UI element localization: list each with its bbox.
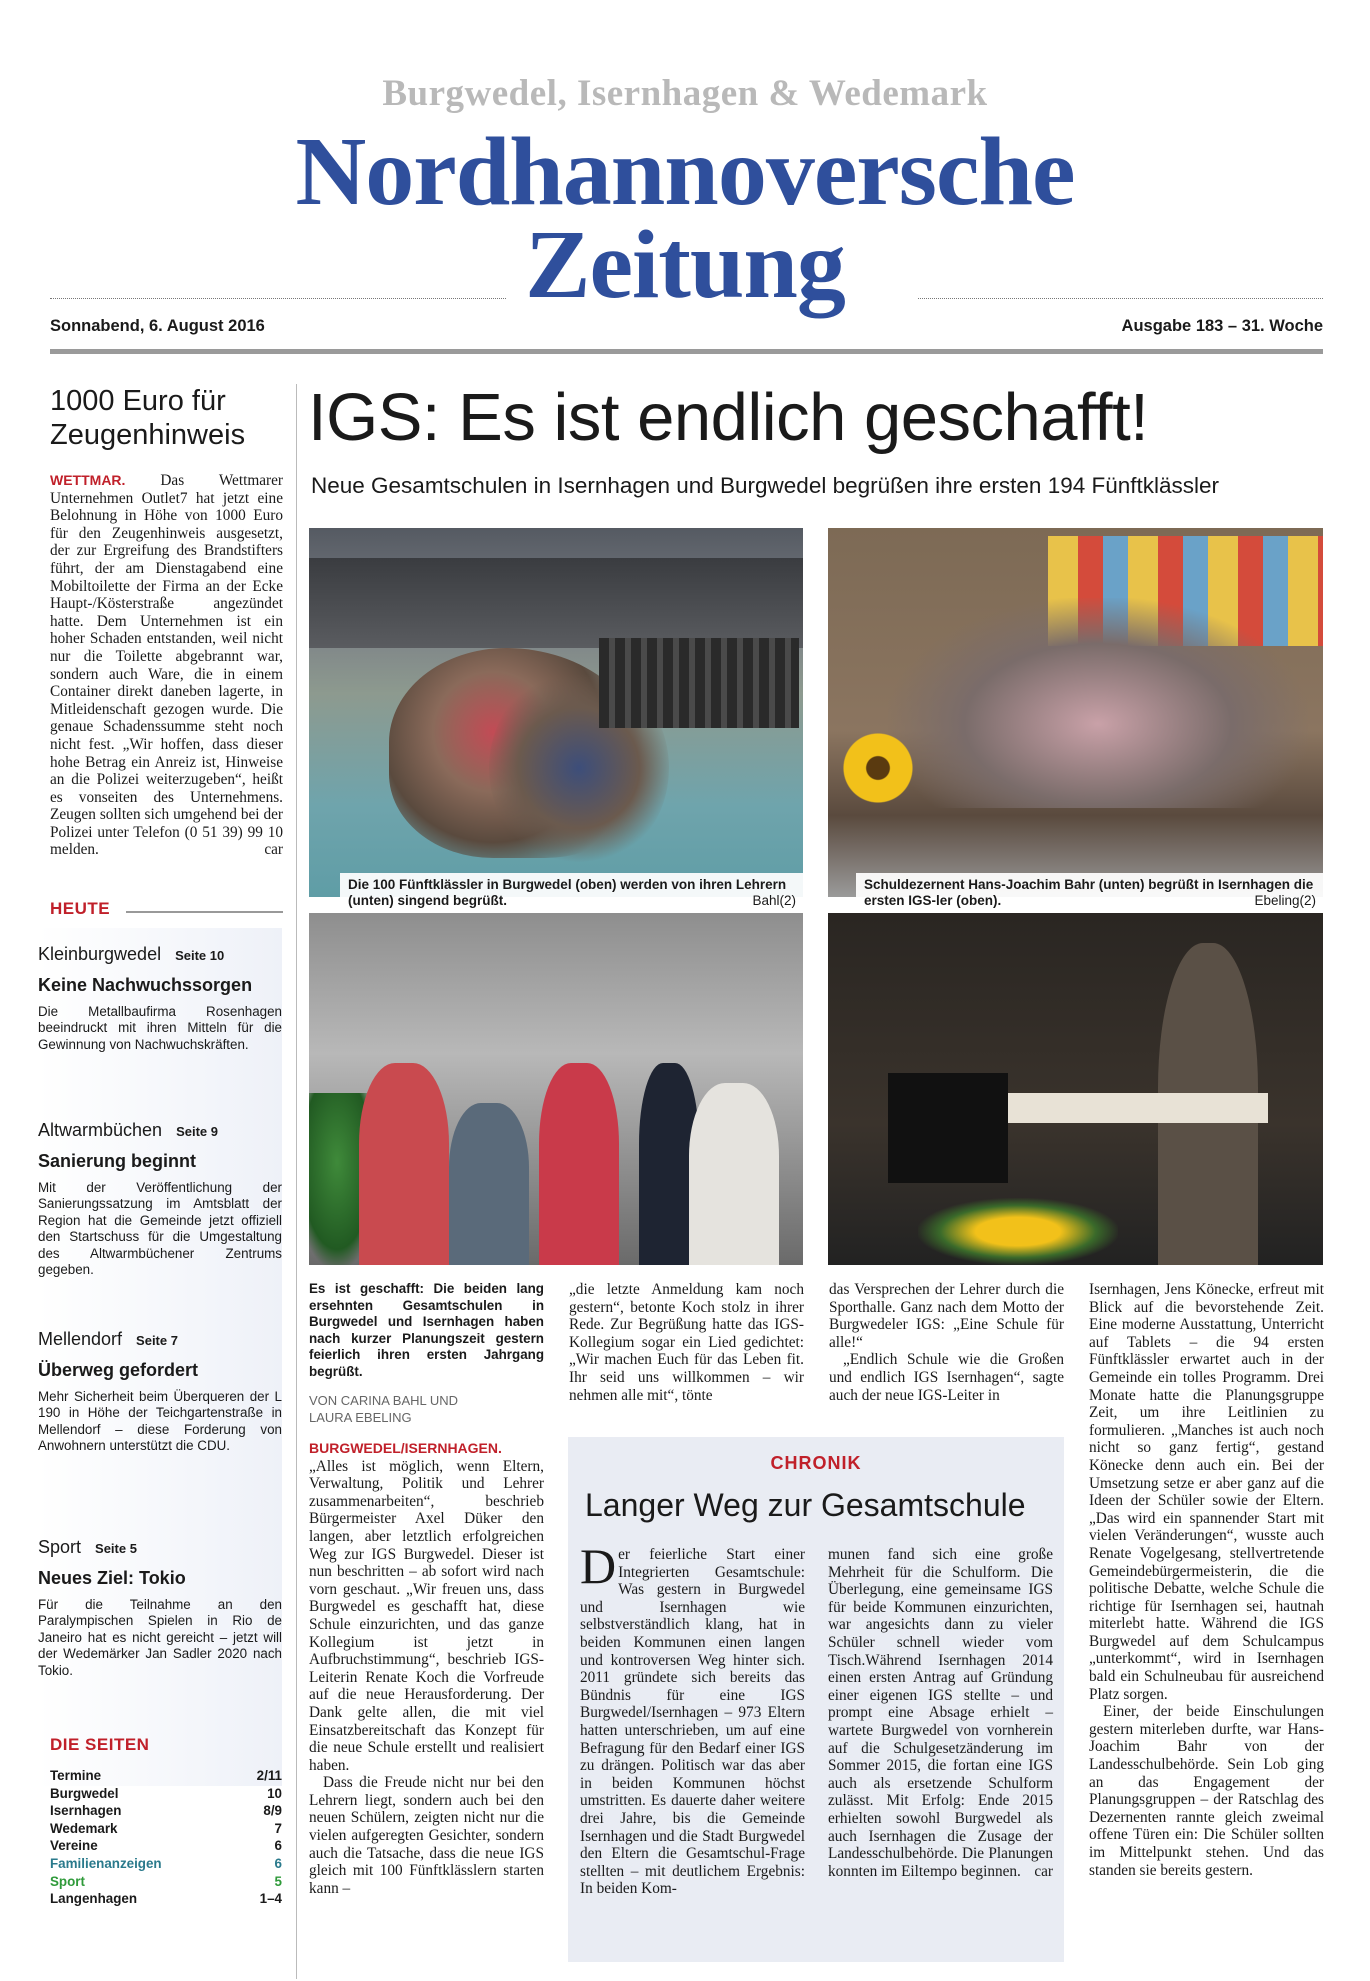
teaser-location: Altwarmbüchen — [38, 1120, 163, 1140]
teaser-page: Seite 7 — [136, 1333, 178, 1348]
heute-rule — [126, 911, 283, 913]
teaser-location: Kleinburgwedel — [38, 944, 162, 964]
heute-label: HEUTE — [50, 899, 111, 918]
teaser-headline: Überweg gefordert — [38, 1360, 199, 1380]
index-pages: 5 — [274, 1873, 282, 1889]
teaser-sport[interactable] — [38, 1537, 282, 1679]
teaser-text: Für die Teilnahme an den Paralympischen Spielen in Rio de Janeiro hat es nicht gereicht – jetzt will der Wedemärker Jan Sadler 2020 nach Tokio. — [38, 1597, 282, 1678]
index-name: Langenhagen — [50, 1891, 138, 1907]
page-index — [50, 1767, 282, 1908]
index-pages: 8/9 — [263, 1803, 282, 1819]
photo-speaker-podium — [828, 913, 1323, 1265]
teaser-mellendorf[interactable] — [38, 1329, 282, 1455]
side-story-dateline: WETTMAR. — [50, 472, 126, 488]
photo-burgwedel-students — [309, 528, 803, 897]
main-col-2 — [569, 1281, 804, 1404]
side-story-text: Das Wettmarer Unternehmen Outlet7 hat jetzt eine Belohnung in Höhe von 1000 Euro für den Zeugenhinweis ausgesetzt, der zur Ergreifung des Brandstifters führt, der am Dienstagabend eine Mobiltoilette der Firma an der Ecke Haupt-/Kösterstraße angezündet hatte. Dem Unternehmen ist ein hoher Schaden entstanden, weil nicht nur die Toilette abgebrannt war, sondern auch Ware, die in einem Container direkt daneben lagerte, in Mitleidenschaft gezogen wurde. Die genaue Schadenssumme steht noch nicht fest. „Wir hoffen, dass dieser hohe Betrag ein Anreiz ist, Hinweise an die Polizei weiterzugeben“, heißt es vonseiten des Unternehmens. Zeugen sollten sich umgehend bei der Polizei unter Telefon (0 51 39) 99 10 melden. — [50, 472, 283, 859]
chronik-label: CHRONIK — [770, 1453, 862, 1473]
main-col4b-text: Einer, der beide Einschulungen gestern miterleben durfte, war Hans-Joachim Bahr von der Landesschulbehörde. Sein Lob ging an das Engagement der Planungsgruppen – der Ratschlag des Dezernenten rannte gleich zweimal offene Türen ein: Die Schüler sollten im Mittelpunkt stehen. Und das standen sie bereits gestern. — [1089, 1703, 1324, 1879]
masthead-title-line1: Nordhannoversche — [295, 118, 1075, 226]
side-story-author: car — [264, 841, 283, 859]
teaser-text: Mehr Sicherheit beim Überqueren der L 190 in Höhe der Teichgartenstraße in Mellendorf – diese Forderung von Anwohnern unterstützt die CDU. — [38, 1389, 282, 1454]
teaser-location: Sport — [38, 1537, 82, 1557]
chronik-dropcap: D — [580, 1538, 617, 1594]
chronik-col1-text: er feierliche Start einer Integrierten Gesamtschule: Was gestern in Burgwedel und Isernhagen wie selbstverständlich klang, hat in beiden Kommunen einen langen und kontroversen Weg hinter sich. 2011 gründete sich bereits das Bündnis für eine IGS Burgwedel/Isernhagen – 973 Eltern hatten unterschrieben, um auf eine Befragung für den Bedarf einer IGS zu drängen. Politisch war das aber in beiden Kommunen höchst umstritten. Es dauerte daher weitere drei Jahre, bis die Gemeinde Isernhagen und die Stadt Burgwedel den Eltern die Gesamtschul-Frage stellten – mit deutlichem Ergebnis: In beiden Kom- — [580, 1546, 805, 1898]
index-name: Wedemark — [50, 1820, 118, 1836]
main-lead: Es ist geschafft: Die beiden lang ersehnten Gesamtschulen in Burgwedel und Isernhagen haben nach kurzer Planungszeit gestern feierlich ihren ersten Jahrgang begrüßt. — [309, 1281, 544, 1379]
index-row[interactable] — [50, 1767, 282, 1785]
teaser-page: Seite 9 — [176, 1124, 218, 1139]
masthead-dotted-right — [918, 298, 1323, 299]
index-row[interactable] — [50, 1802, 282, 1820]
index-pages: 6 — [274, 1838, 282, 1854]
index-row[interactable] — [50, 1837, 282, 1855]
teaser-altwarmbuechen[interactable] — [38, 1120, 282, 1278]
chronik-col-2 — [828, 1546, 1053, 1880]
credit-right: Ebeling(2) — [1254, 893, 1316, 908]
index-name: Sport — [50, 1873, 85, 1889]
main-col-1 — [309, 1281, 544, 1897]
masthead-date: Sonnabend, 6. August 2016 — [50, 317, 265, 335]
teaser-page: Seite 10 — [175, 948, 225, 963]
masthead-region: Burgwedel, Isernhagen & Wedemark — [382, 73, 988, 114]
photo-isernhagen-stage — [828, 528, 1323, 897]
die-seiten-label: DIE SEITEN — [50, 1735, 150, 1754]
index-pages: 2/11 — [256, 1768, 282, 1783]
index-name: Familienanzeigen — [50, 1855, 162, 1871]
caption-left: Die 100 Fünftklässler in Burgwedel (oben) werden von ihren Lehrern (unten) singend begrüßt. Bahl(2) — [340, 873, 804, 913]
caption-right: Schuldezernent Hans-Joachim Bahr (unten) begrüßt in Isernhagen die ersten IGS-ler (oben). Ebeling(2) — [856, 873, 1324, 913]
teaser-headline: Sanierung beginnt — [38, 1151, 197, 1171]
masthead-dotted-left — [50, 298, 506, 299]
index-row[interactable] — [50, 1820, 282, 1838]
main-headline: IGS: Es ist endlich geschafft! — [308, 380, 1149, 455]
index-name: Termine — [50, 1768, 102, 1783]
credit-left: Bahl(2) — [752, 893, 796, 908]
main-col3b-text: „Endlich Schule wie die Großen und endlich IGS Isernhagen“, sagte auch der neue IGS-Leiter in — [829, 1351, 1064, 1404]
index-pages: 10 — [267, 1785, 282, 1801]
main-col1b-text: Dass die Freude nicht nur bei den Lehrern liegt, sondern auch bei den neuen Schülern, zeigten nicht nur die vielen aufgeregten Gesichter, sondern auch die Tatsache, dass die neue IGS gleich mit 100 Fünftklässlern starten kann – — [309, 1774, 544, 1897]
index-row[interactable] — [50, 1890, 282, 1908]
index-name: Burgwedel — [50, 1785, 119, 1801]
side-story-headline: 1000 Euro für Zeugenhinweis — [50, 385, 246, 451]
teaser-headline: Keine Nachwuchssorgen — [38, 975, 253, 995]
main-col-3 — [829, 1281, 1064, 1404]
masthead-title-line2: Zeitung — [525, 211, 845, 319]
teaser-location: Mellendorf — [38, 1329, 123, 1349]
index-name: Isernhagen — [50, 1803, 122, 1819]
main-col4-text: Isernhagen, Jens Könecke, erfreut mit Blick auf die bevorstehende Zeit. Eine moderne Ausstattung, Unterricht auf Tablets – die 94 ersten Fünftklässler erwartet auch in der Gemeinde ein tolles Programm. Drei Monate hatte die Planungsgruppe Zeit, um ihre Leitlinien zu formulieren. „Manches ist auch noch nicht so ganz fertig“, gestand Könecke denn auch ein. Bei der Umsetzung setze er aber ganz auf die Ideen der Schüler sowie der Eltern. „Das wird ein spannender Start mit vielen Veränderungen“, wusste auch Renate Vogelgesang, stellvertretende Gemeindebürgermeisterin, die die politische Debatte, welche Schule die richtige für Isernhagen sei, hautnah miterlebt hatte. Während die IGS Burgwedel auf dem Schulcampus „unterkommt“, wird in Isernhagen bald ein Schulneubau für ausreichend Platz sorgen. — [1089, 1281, 1324, 1703]
masthead-rule — [50, 349, 1323, 354]
teaser-text: Mit der Veröffentlichung der Sanierungssatzung im Amtsblatt der Region hat die Gemeinde jetzt offiziell den Startschuss für die Umgestaltung des Altwarmbüchener Zentrums gegeben. — [38, 1180, 282, 1278]
side-story-body — [50, 472, 283, 859]
index-pages: 6 — [274, 1855, 282, 1871]
main-col-4 — [1089, 1281, 1324, 1879]
index-row[interactable] — [50, 1873, 282, 1891]
teaser-headline: Neues Ziel: Tokio — [38, 1568, 186, 1588]
index-pages: 7 — [274, 1820, 282, 1836]
main-byline: VON CARINA BAHL UND LAURA EBELING — [309, 1393, 459, 1425]
main-col1-text: „Alles ist möglich, wenn Eltern, Verwaltung, Politik und Lehrer zusammenarbeiten“, beschrieb Bürgermeister Axel Düker den langen, aber letztlich erfolgreichen Weg zur IGS Burgwedel. Dieser ist nun beschritten – ab sofort wird nach vorn geschaut. „Wir freuen uns, dass Burgwedel es geschafft hat, diese Schule einzurichten, und das ganze Kollegium ist jetzt in Aufbruchstimmung“, beschrieb IGS-Leiterin Renate Koch die Vorfreude auf die neue Herausforderung. Der Dank gelte allen, die mit viel Einsatzbereitschaft das Konzept für die neue Schule erstellt und realisiert haben. — [309, 1457, 544, 1774]
index-name: Vereine — [50, 1838, 98, 1854]
column-separator — [296, 384, 297, 1979]
main-dateline: BURGWEDEL/ISERNHAGEN. — [309, 1440, 502, 1456]
index-row[interactable] — [50, 1785, 282, 1803]
teaser-text: Die Metallbaufirma Rosenhagen beeindruckt mit ihren Mitteln für die Gewinnung von Nachwuchskräften. — [38, 1004, 282, 1052]
masthead-issue: Ausgabe 183 – 31. Woche — [1121, 317, 1323, 335]
main-col2-text: „die letzte Anmeldung kam noch gestern“, betonte Koch stolz in ihrer Rede. Zur Begrüßung hatte das IGS-Kollegium sogar ein Lied gedichtet: „Wir machen Euch für das Leben fit. Ihr seid uns willkommen – wir nehmen alle mit“, tönte — [569, 1281, 804, 1404]
chronik-author: car — [1034, 1862, 1053, 1880]
chronik-headline: Langer Weg zur Gesamtschule — [585, 1487, 1026, 1523]
teaser-page: Seite 5 — [95, 1541, 137, 1556]
index-pages: 1–4 — [259, 1891, 282, 1907]
photo-teachers-singing — [309, 913, 803, 1265]
main-col3-text: das Versprechen der Lehrer durch die Sporthalle. Ganz nach dem Motto der Burgwedeler IGS: „Eine Schule für alle!“ — [829, 1281, 1064, 1351]
chronik-col2-text: munen fand sich eine große Mehrheit für die Schulform. Die Überlegung, eine gemeinsame IGS für beide Kommunen einzurichten, war angesichts dann zu vieler Schüler schnell wieder vom Tisch.Während Isernhagen 2014 einen ersten Antrag auf Gründung einer eigenen IGS stellte – und prompt eine Absage erhielt – wartete Burgwedel von vornherein auf die Schulgesetzänderung im Sommer 2015, die fortan eine IGS auch als ersetzende Schulform zulässt. Mit Erfolg: Ende 2015 erhielten sowohl Burgwedel als auch Isernhagen die Zusage der Landesschulbehörde. Die Planungen konnten im Eiltempo beginnen. — [828, 1546, 1053, 1880]
chronik-box — [568, 1437, 1064, 1962]
main-subheadline: Neue Gesamtschulen in Isernhagen und Burgwedel begrüßen ihre ersten 194 Fünftklässler — [311, 473, 1220, 498]
teaser-kleinburgwedel[interactable] — [38, 944, 282, 1053]
index-row[interactable] — [50, 1855, 282, 1873]
chronik-col-1 — [580, 1538, 805, 1898]
